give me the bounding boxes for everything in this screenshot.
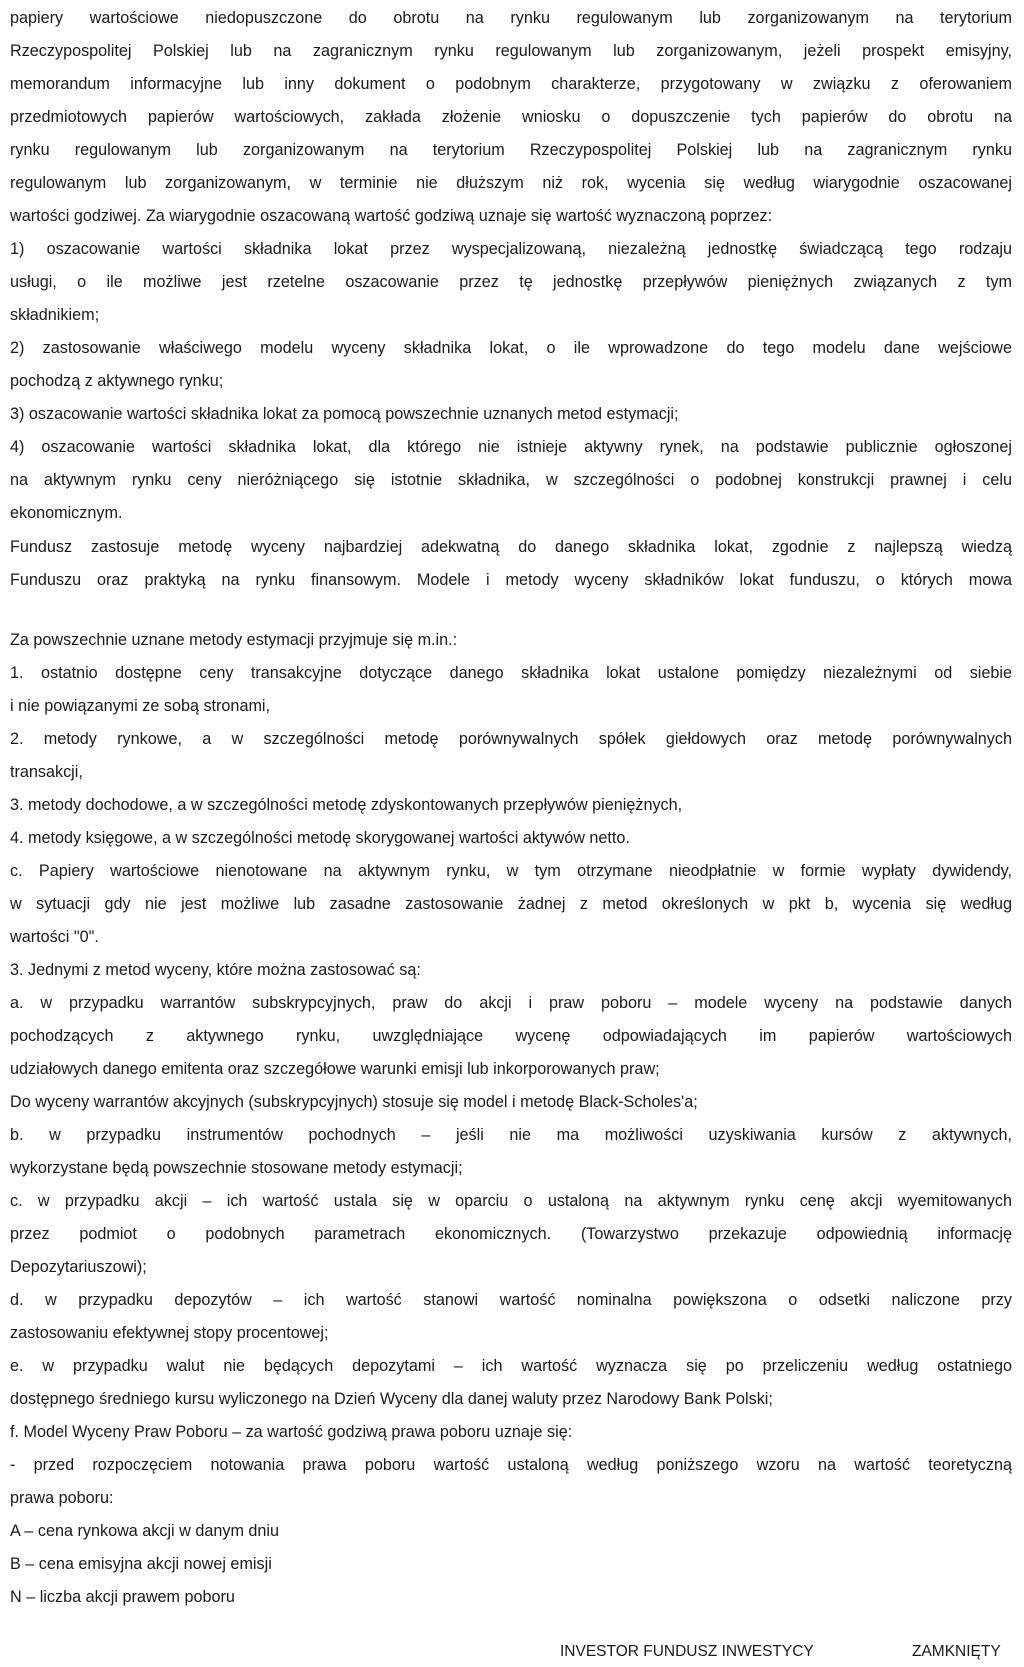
text-line: - przed rozpoczęciem notowania prawa poboru wartość ustaloną według poniższego wzoru na wartość teoretyczną	[10, 1456, 1012, 1474]
list-item: 4. metody księgowe, a w szczególności metodę skorygowanej wartości aktywów netto.	[10, 829, 630, 847]
list-item: 4) oszacowanie wartości składnika lokat, dla którego nie istnieje aktywny rynek, na podstawie publicznie ogłoszonej	[10, 438, 1012, 456]
list-item: c. w przypadku akcji – ich wartość ustala się w oparciu o ustaloną na aktywnym rynku cenę akcji wyemitowanych	[10, 1192, 1012, 1210]
formula-variable: N – liczba akcji prawem poboru	[10, 1588, 235, 1606]
list-item: b. w przypadku instrumentów pochodnych – jeśli nie ma możliwości uzyskiwania kursów z aktywnych,	[10, 1126, 1012, 1144]
text-line: Rzeczypospolitej Polskiej lub na zagranicznym rynku regulowanym lub zorganizowanym, jeżeli prospekt emisyjny,	[10, 42, 1012, 60]
text-line: transakcji,	[10, 763, 83, 781]
text-line: Do wyceny warrantów akcyjnych (subskrypcyjnych) stosuje się model i metodę Black-Scholes'a;	[10, 1093, 698, 1111]
list-item: f. Model Wyceny Praw Poboru – za wartość godziwą prawa poboru uznaje się:	[10, 1423, 573, 1441]
text-line: na aktywnym rynku ceny nieróżniącego się istotnie składnika, w szczególności o podobnej konstrukcji prawnej i celu	[10, 471, 1012, 489]
text-line: składnikiem;	[10, 306, 100, 324]
text-line: memorandum informacyjne lub inny dokument o podobnym charakterze, przygotowany w związku z oferowaniem	[10, 75, 1012, 93]
text-line: Funduszu oraz praktyką na rynku finansowym. Modele i metody wyceny składników lokat funduszu, o których mowa	[10, 571, 1012, 589]
text-line: przedmiotowych papierów wartościowych, zakłada złożenie wniosku o dopuszczenie tych papierów do obrotu na	[10, 108, 1012, 126]
text-line: Depozytariuszowi);	[10, 1258, 147, 1276]
text-line: pochodzących z aktywnego rynku, uwzględniające wycenę odpowiadających im papierów wartościowych	[10, 1027, 1012, 1045]
text-line: przez podmiot o podobnych parametrach ekonomicznych. (Towarzystwo przekazuje odpowiednią informację	[10, 1225, 1012, 1243]
text-line: udziałowych danego emitenta oraz szczegółowe warunki emisji lub inkorporowanych praw;	[10, 1060, 660, 1078]
formula-variable: A – cena rynkowa akcji w danym dniu	[10, 1522, 280, 1540]
text-line: wartości godziwej. Za wiarygodnie oszacowaną wartość godziwą uznaje się wartość wyznaczoną poprzez:	[10, 207, 773, 225]
text-line: wykorzystane będą powszechnie stosowane metody estymacji;	[10, 1159, 463, 1177]
section-heading: 3. Jednymi z metod wyceny, które można zastosować są:	[10, 961, 421, 979]
text-line: i nie powiązanymi ze sobą stronami,	[10, 697, 271, 715]
footer-fund-name: INVESTOR FUNDUSZ INWESTYCY	[560, 1643, 814, 1660]
text-line: ekonomicznym.	[10, 504, 123, 522]
text-line: c. Papiery wartościowe nienotowane na aktywnym rynku, w tym otrzymane nieodpłatnie w formie wypłaty dywidendy,	[10, 862, 1012, 880]
list-item: 2) zastosowanie właściwego modelu wyceny składnika lokat, o ile wprowadzone do tego modelu dane wejściowe	[10, 339, 1012, 357]
text-line: Za powszechnie uznane metody estymacji przyjmuje się m.in.:	[10, 631, 458, 649]
text-line: pochodzą z aktywnego rynku;	[10, 372, 224, 390]
list-item: 3. metody dochodowe, a w szczególności metodę zdyskontowanych przepływów pieniężnych,	[10, 796, 683, 814]
list-item: 3) oszacowanie wartości składnika lokat za pomocą powszechnie uznanych metod estymacji;	[10, 405, 679, 423]
text-line: regulowanym lub zorganizowanym, w terminie nie dłuższym niż rok, wycenia się według wiarygodnie oszacowanej	[10, 174, 1012, 192]
footer-fund-type: ZAMKNIĘTY	[912, 1643, 1001, 1660]
formula-variable: B – cena emisyjna akcji nowej emisji	[10, 1555, 272, 1573]
list-item: 1) oszacowanie wartości składnika lokat przez wyspecjalizowaną, niezależną jednostkę świadczącą tego rodzaju	[10, 240, 1012, 258]
text-line: dostępnego średniego kursu wyliczonego na Dzień Wyceny dla danej waluty przez Narodowy Bank Polski;	[10, 1390, 773, 1408]
list-item: e. w przypadku walut nie będących depozytami – ich wartość wyznacza się po przeliczeniu według ostatniego	[10, 1357, 1012, 1375]
text-line: papiery wartościowe niedopuszczone do obrotu na rynku regulowanym lub zorganizowanym na terytorium	[10, 9, 1012, 27]
text-line: wartości "0".	[10, 928, 99, 946]
list-item: a. w przypadku warrantów subskrypcyjnych, praw do akcji i praw poboru – modele wyceny na podstawie danych	[10, 994, 1012, 1012]
list-item: d. w przypadku depozytów – ich wartość stanowi wartość nominalna powiększona o odsetki naliczone przy	[10, 1291, 1012, 1309]
text-line: zastosowaniu efektywnej stopy procentowej;	[10, 1324, 329, 1342]
text-line: rynku regulowanym lub zorganizowanym na terytorium Rzeczypospolitej Polskiej lub na zagranicznym rynku	[10, 141, 1012, 159]
text-line: prawa poboru:	[10, 1489, 114, 1507]
text-line: w sytuacji gdy nie jest możliwe lub zasadne zastosowanie żadnej z metod określonych w pkt b, wycenia się według	[10, 895, 1012, 913]
text-line: Fundusz zastosuje metodę wyceny najbardziej adekwatną do danego składnika lokat, zgodnie z najlepszą wiedzą	[10, 538, 1012, 556]
text-line: usługi, o ile możliwe jest rzetelne oszacowanie przez tę jednostkę przepływów pieniężnych związanych z tym	[10, 273, 1012, 291]
list-item: 1. ostatnio dostępne ceny transakcyjne dotyczące danego składnika lokat ustalone pomiędzy niezależnymi od siebie	[10, 664, 1012, 682]
list-item: 2. metody rynkowe, a w szczególności metodę porównywalnych spółek giełdowych oraz metodę porównywalnych	[10, 730, 1012, 748]
